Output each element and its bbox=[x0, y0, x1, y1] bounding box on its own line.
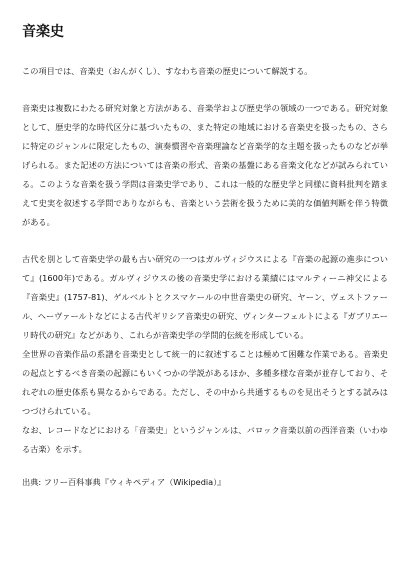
body-paragraph-record-genre: なお、レコードなどにおける「音楽史」というジャンルは、バロック音楽以前の西洋音楽（いわゆる古楽）を示す。 bbox=[22, 425, 388, 454]
body-paragraph-history: 古代を別として音楽史学の最も古い研究の一つはガルヴィジウスによる『音楽の起源の進歩について』(1600年)である。ガルヴィジウスの後の音楽史学における業績にはマルティーニ神父による『音楽史』(1757-81)、ゲルベルトとクスマケールの中世音楽史の研究、ヤーン、ヴェストファール、ヘーヴァールトなどによる古代ギリシア音楽史の研究、ヴィンターフェルトによる『ガブリエーリ時代の研究』などがあり、これらが音楽史学の学問的伝統を形成している。 bbox=[22, 254, 388, 340]
body-paragraph-world-music: 全世界の音楽作品の系譜を音楽史として統一的に叙述することは極めて困難な作業である。音楽史の起点とするべき音楽の起源にもいくつかの学説があるほか、多種多様な音楽が並存しており、それぞれの歴史体系も異なるからである。ただし、その中から共通するものを見出そうとする試みはつづけられている。 bbox=[22, 349, 388, 416]
source-citation: 出典: フリー百科事典『ウィキペディア（Wikipedia）』 bbox=[22, 477, 226, 487]
body-paragraph-overview: 音楽史は複数にわたる研究対象と方法がある、音楽学および歴史学の領域の一つである。研究対象として、歴史学的な時代区分に基づいたもの、また特定の地域における音楽史を扱ったもの、さらに特定のジャンルに限定したもの、演奏慣習や音楽理論など音楽学的な主題を扱ったものなどが挙げられる。また記述の方法については音楽の形式、音楽の基盤にある音楽文化などが試みられている。このような音楽を扱う学問は音楽史学であり、これは一般的な歴史学と同様に資料批判を踏まえて史実を叙述する学問でありながらも、音楽という芸術を扱うために美的な価値判断を伴う特徴がある。 bbox=[22, 103, 388, 227]
page-title: 音楽史 bbox=[22, 24, 64, 40]
intro-paragraph: この項目では、音楽史（おんがくし）、すなわち音楽の歴史について解説する。 bbox=[22, 66, 313, 76]
